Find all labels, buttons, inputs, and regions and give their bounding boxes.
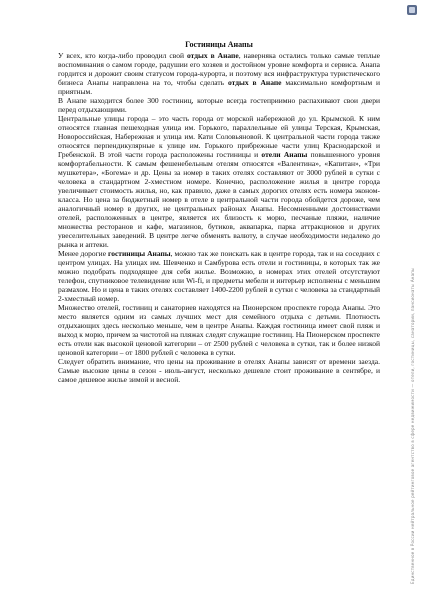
margin-strip (394, 0, 424, 600)
page-title: Гостиницы Анапы (185, 40, 253, 49)
paragraph-1-part-c: , наверняка остались только самые теплые воспоминания о самом городе, радушии его хозяев и достойном уровне комфорта и сервиса. Анапа гордится и дорожит своим статусом города-курорта, и поэтому вся инфраструктура туристического бизнеса Анапы направлена на то, чтобы сделать (58, 51, 380, 87)
paragraph-3-part-a: Центральные улицы города – это часть города от морской набережной до ул. Крымской. К ним относятся главная пешеходная улица им. Горького, параллельные ей улицы Терская, Крымская, Новороссийская, Набережная и улица им. Кати Соловьяновой. К центральной части города также относятся перпендикулярные к улице им. Горького прибрежные части улиц Краснодарской и Гребенской. В этой части города расположены гостиницы и (58, 114, 380, 159)
paragraph-1 (58, 51, 380, 96)
paragraph-3 (58, 114, 380, 249)
stamp-badge-icon (407, 5, 417, 15)
paragraph-4-part-c: , можно так же поискать как в центре города, так и на соседних с центром улицах. На улицах им. Шевченко и Самбурова есть отели и гостиницы, в которых так же можно подобрать подходящее для себя жилье. Возможно, в номерах этих отелей отсутствуют телефон, спутниковое телевидение или Wi-fi, и предметы мебели и интерьер исполнены с меньшим размахом. Но и цена в таких отелях составляет 1400-2200 рублей в сутки с человека за стандартный 2-хместный номер. (58, 249, 380, 303)
margin-strip-text: Единственное в России нейтральное рейтинговое агентство в сфере недвижимости — отели, гостиницы, санатории, пансионаты Анапы (410, 267, 415, 584)
paragraph-3-part-c: повышенного уровня комфортабельности. К самым фешенебельным отелям относятся «Валентина», «Капитан», «Три мушкетера», «Богема» и др. Цены за номер в таких отелях составляют от 3000 рублей в сутки с человека в стандартном 2-хместном номере. Конечно, расположение жилья в центре города увеличивает стоимость жилья, но, как правило, даже в самых дорогих отелях есть номера эконом-класса. Но цена за бюджетный номер в отеле в центральной части города обойдется дороже, чем аналогичный номер в других, не центральных районах Анапы. Несомненными достоинствами отелей, расположенных в центре, является их близость к морю, песчаные пляжи, наличие множества ресторанов и кафе, магазинов, бутиков, аквапарка, парка аттракционов и других увеселительных заведений. В центре легче обменять валюту, в случае необходимости недалеко до рынка и аптеки. (58, 150, 381, 249)
paragraph-5: Множество отелей, гостиниц и санаториев находятся на Пионерском проспекте города Анапы. Это место является одним из самых лучших мест для семейного отдыха с детьми. Плотность отдыхающих здесь несколько меньше, чем в центре Анапы. Каждая гостиница имеет свой пляж и выход к морю, причем за чистотой на пляжах следят служащие гостиниц. На Пионерском проспекте есть отели как высокой ценовой категории – от 2500 рублей с человека в сутки, так и более низкой ценовой категории – от 1800 рублей с человека в сутки. (58, 303, 380, 357)
paragraph-1-bold-b: отдых в Анапе (227, 78, 282, 87)
paragraph-6: Следует обратить внимание, что цены на проживание в отелях Анапы зависят от времени заезда. Самые высокие цены в сезон - июль-август, несколько дешевле стоит проживание в сентябре, и самое дешевое жилье зимой и весной. (58, 357, 380, 384)
paragraph-3-bold: отели Анапы (261, 150, 308, 159)
paragraph-1-part-e: максимально комфортным и приятным. (58, 78, 380, 96)
paragraph-1-bold-a: отдых в Анапе (186, 51, 239, 60)
paragraph-4-part-a: Менее дорогие (58, 249, 108, 258)
paragraph-1-part-a: У всех, кто когда-либо проводил свой (58, 51, 187, 60)
article-body (58, 40, 380, 384)
paragraph-4 (58, 249, 380, 303)
paragraph-4-bold: гостиницы Анапы (108, 249, 171, 258)
paragraph-2: В Анапе находится более 300 гостиниц, которые всегда гостеприимно распахивают свои двери перед отдыхающими. (58, 96, 380, 114)
